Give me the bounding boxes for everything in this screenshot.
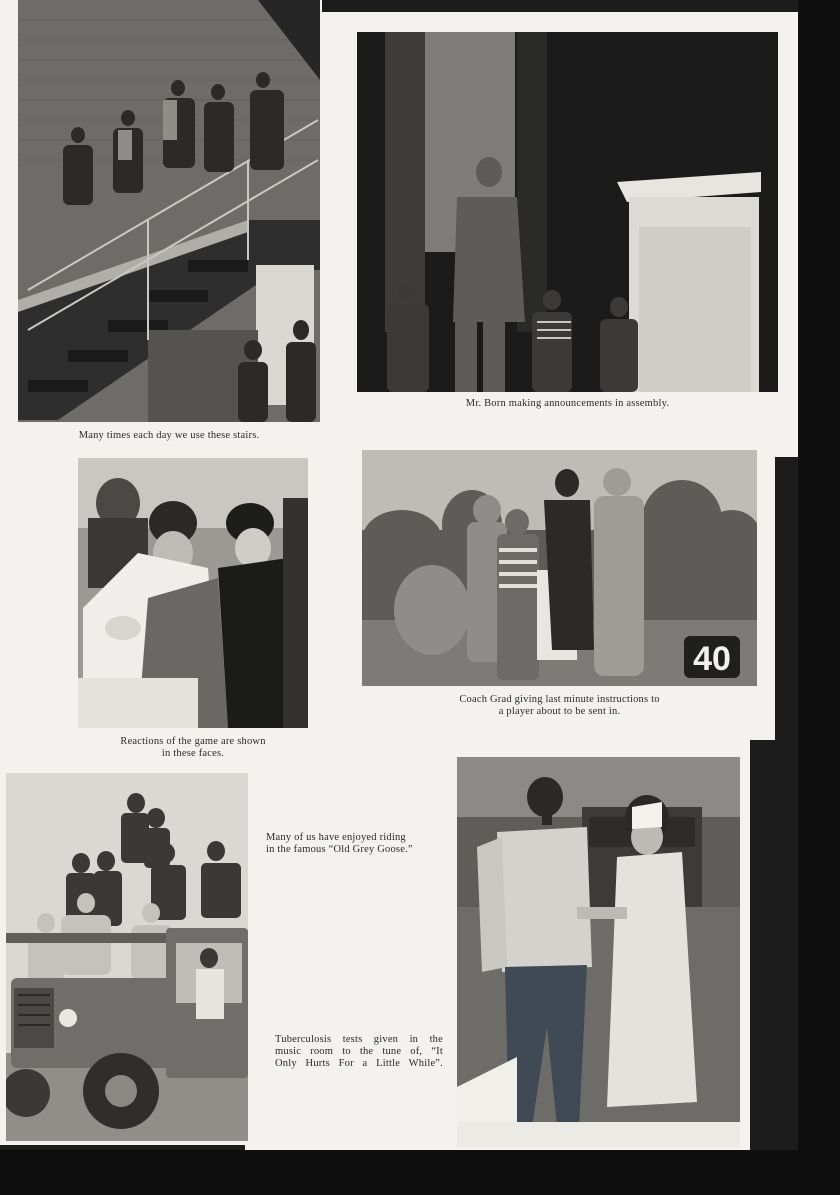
coach-caption-line1: Coach Grad giving last minute instructions to <box>459 694 660 705</box>
tb-caption-line3: Only Hurts For a Little While”. <box>275 1058 443 1069</box>
goose-caption-line2: in the famous “Old Grey Goose.” <box>266 844 413 855</box>
tb-caption-line1: Tuberculosis tests given in the <box>275 1034 443 1045</box>
bottom-dark-edge <box>0 1150 840 1195</box>
coach-caption-line2: a player about to be sent in. <box>498 706 621 717</box>
stairs-caption: Many times each day we use these stairs. <box>78 430 260 441</box>
field-yard-marker: 40 <box>693 640 731 678</box>
right-dark-edge <box>798 0 840 1195</box>
stairs-photo <box>18 0 320 422</box>
reactions-photo <box>78 458 308 728</box>
coach-photo <box>362 450 757 686</box>
assembly-caption: Mr. Born making announcements in assembly. <box>465 398 670 409</box>
old-grey-goose-photo <box>6 773 248 1141</box>
reactions-caption-line2: in these faces. <box>161 748 225 759</box>
assembly-photo <box>357 32 778 392</box>
tb-test-photo <box>457 757 740 1147</box>
tb-caption-line2: music room to the tune of, “It <box>275 1046 443 1057</box>
goose-caption-line1: Many of us have enjoyed riding <box>266 832 406 843</box>
reactions-caption-line1: Reactions of the game are shown <box>120 736 266 747</box>
